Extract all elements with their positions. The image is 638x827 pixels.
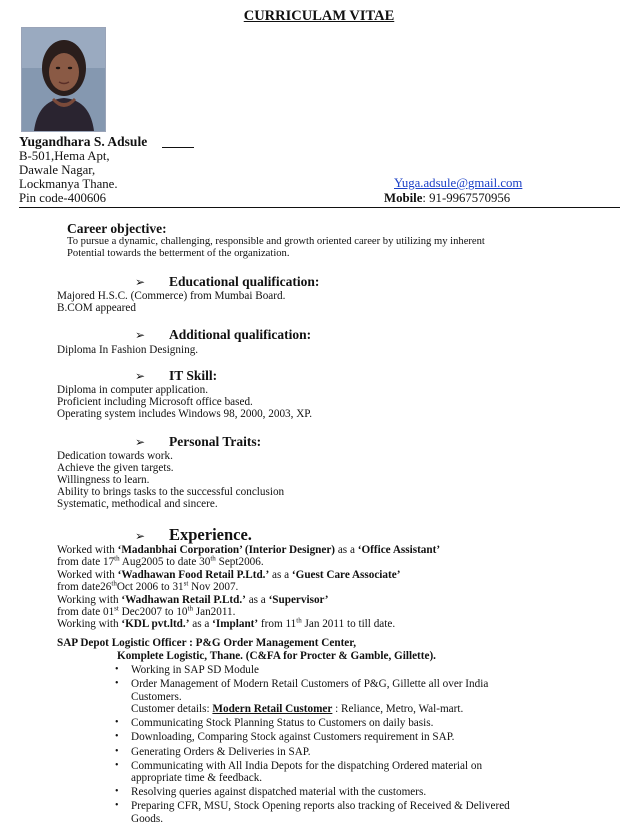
address-line-3: Lockmanya Thane.: [19, 177, 118, 191]
trait-item: Ability to brings tasks to the successful conclusion: [57, 486, 285, 498]
bullet-icon: •: [115, 759, 119, 771]
career-objective-heading: Career objective:: [67, 221, 167, 236]
bullet-icon: •: [115, 731, 119, 743]
address-line-1: B-501,Hema Apt,: [19, 149, 110, 163]
email-link[interactable]: Yuga.adsule@gmail.com: [394, 176, 523, 190]
it-skill-heading: ➢ IT Skill:: [135, 368, 218, 383]
bullet-icon: •: [115, 786, 119, 798]
experience-role: Working with ‘Wadhawan Retail P.Ltd.’ as a ‘Supervisor’: [57, 593, 329, 606]
pin-code: Pin code-400606: [19, 191, 107, 205]
document-title: CURRICULAM VITAE: [243, 8, 395, 24]
experience-list: [57, 544, 627, 631]
arrow-icon: ➢: [135, 369, 146, 383]
mobile-value: : 91-9967570956: [422, 191, 511, 205]
list-item: • Generating Orders & Deliveries in SAP.: [115, 745, 311, 758]
sap-role-block: [57, 637, 436, 663]
arrow-icon: ➢: [135, 435, 146, 449]
sap-role-company: Komplete Logistic, Thane. (C&FA for Procter & Gamble, Gillette).: [117, 650, 436, 662]
list-item: • Order Management of Modern Retail Customers of P&G, Gillette all over India Customers. Customer details: Modern Retail Customer : Reliance, Metro, Wal-mart.: [115, 678, 489, 716]
list-item: • Downloading, Comparing Stock against Customers requirement in SAP.: [115, 731, 455, 744]
sap-duties-list: [57, 664, 527, 827]
additional-heading: ➢ Additional qualification:: [135, 327, 312, 342]
experience-dates: from date26thOct 2006 to 31st Nov 2007.: [57, 579, 239, 594]
list-item: • Communicating with All India Depots for the dispatching Ordered material on appropriate time & feedback.: [115, 759, 483, 785]
career-objective-text: To pursue a dynamic, challenging, responsible and growth oriented career by utilizing my inherent Potential towards the betterment of the organization.: [67, 236, 485, 259]
additional-item: Diploma In Fashion Designing.: [57, 344, 199, 356]
traits-list: [57, 450, 617, 510]
it-skill-item: Diploma in computer application.: [57, 384, 208, 396]
bullet-icon: •: [115, 745, 119, 757]
list-item: • Communicating Stock Planning Status to Customers on daily basis.: [115, 717, 434, 730]
it-skill-item: Proficient including Microsoft office based.: [57, 396, 253, 408]
address-line-2: Dawale Nagar,: [19, 163, 96, 177]
profile-photo: [21, 27, 106, 132]
bullet-icon: •: [115, 664, 119, 675]
trait-item: Achieve the given targets.: [57, 462, 174, 474]
bullet-icon: •: [115, 717, 119, 729]
name-underline: [162, 147, 194, 148]
bullet-icon: •: [115, 800, 119, 812]
it-skill-list: [57, 384, 617, 420]
experience-dates: from date 17th Aug2005 to date 30th Sept2006.: [57, 554, 264, 569]
arrow-icon: ➢: [135, 275, 146, 289]
arrow-icon: ➢: [135, 328, 146, 342]
experience-role: Working with ‘KDL pvt.ltd.’ as a ‘Implant’ from 11th Jan 2011 to till date.: [57, 616, 396, 631]
personal-traits-heading: ➢ Personal Traits:: [135, 434, 262, 449]
experience-heading: ➢ Experience.: [135, 525, 252, 544]
education-heading: ➢ Educational qualification:: [135, 274, 320, 289]
additional-list: [57, 344, 617, 356]
experience-dates: from date 01st Dec2007 to 10th Jan2011.: [57, 604, 236, 618]
list-item: • Resolving queries against dispatched material with the customers.: [115, 786, 427, 799]
experience-role: Worked with ‘Wadhawan Food Retail P.Ltd.’ as a ‘Guest Care Associate’: [57, 568, 401, 581]
list-item: • Working in SAP SD Module: [115, 664, 259, 676]
education-list: [57, 290, 617, 314]
trait-item: Dedication towards work.: [57, 450, 173, 462]
it-skill-item: Operating system includes Windows 98, 2000, 2003, XP.: [57, 408, 313, 420]
list-item: • Preparing CFR, MSU, Stock Opening reports also tracking of Received & Delivered Goods.: [115, 800, 510, 826]
mobile-number: [384, 191, 510, 206]
arrow-icon: ➢: [135, 529, 146, 543]
bullet-icon: •: [115, 678, 119, 690]
trait-item: Systematic, methodical and sincere.: [57, 498, 218, 510]
modern-retail-customer-label: Modern Retail Customer: [212, 703, 333, 716]
mobile-label: Mobile: [384, 191, 423, 205]
header-divider: [19, 207, 620, 208]
education-item: B.COM appeared: [57, 302, 136, 314]
sap-role-title: SAP Depot Logistic Officer : P&G Order Management Center,: [57, 637, 356, 649]
trait-item: Willingness to learn.: [57, 474, 150, 486]
experience-role: Worked with ‘Madanbhai Corporation’ (Interior Designer) as a ‘Office Assistant’: [57, 544, 441, 556]
education-item: Majored H.S.C. (Commerce) from Mumbai Board.: [57, 290, 286, 302]
candidate-name: Yugandhara S. Adsule: [19, 134, 148, 149]
